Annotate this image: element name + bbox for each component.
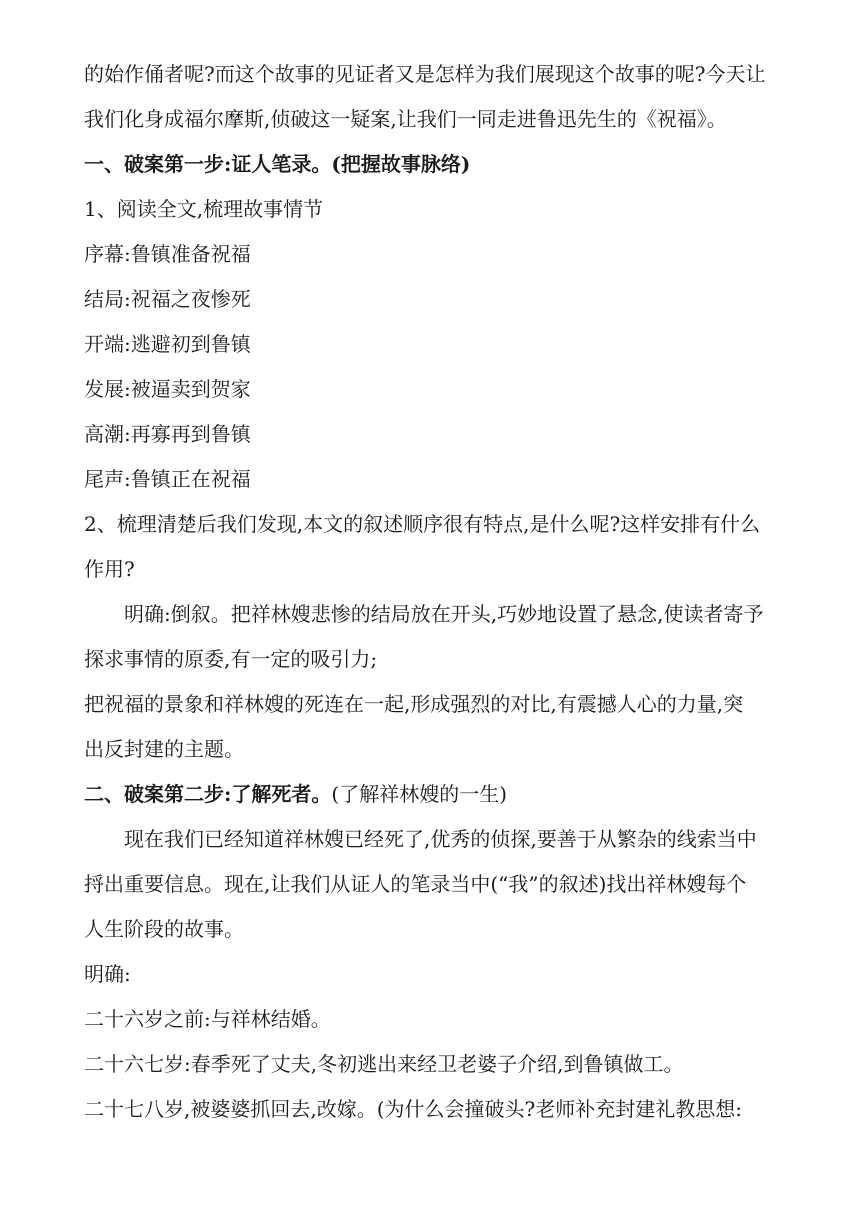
- life-stage-item: 二十七八岁,被婆婆抓回去,改嫁。(为什么会撞破头?老师补充封建礼教思想:: [84, 1097, 742, 1121]
- plot-item: 发展:被逼卖到贺家: [84, 377, 251, 401]
- task-2-line-2: 作用?: [84, 557, 135, 581]
- plot-item: 序幕:鲁镇准备祝福: [84, 242, 251, 266]
- section-1-heading: 一、破案第一步:证人笔录。(把握故事脉络): [84, 152, 471, 176]
- answer-line-3: 把祝福的景象和祥林嫂的死连在一起,形成强烈的对比,有震撼人心的力量,突: [84, 692, 744, 716]
- section-2-heading-bold: 二、破案第二步:了解死者。: [84, 782, 332, 806]
- clarify-label: 明确:: [84, 962, 131, 986]
- task-2-line-1: 2、梳理清楚后我们发现,本文的叙述顺序很有特点,是什么呢?这样安排有什么: [84, 512, 761, 536]
- life-stage-item: 二十六岁之前:与祥林结婚。: [84, 1007, 331, 1031]
- section-2-para-line-1: 现在我们已经知道祥林嫂已经死了,优秀的侦探,要善于从繁杂的线索当中: [124, 827, 757, 851]
- document-page: [84, 52, 784, 1132]
- intro-line-2: 我们化身成福尔摩斯,侦破这一疑案,让我们一同走进鲁迅先生的《祝福》。: [84, 107, 727, 131]
- intro-line-1: 的始作俑者呢?而这个故事的见证者又是怎样为我们展现这个故事的呢?今天让: [84, 62, 766, 86]
- plot-item: 尾声:鲁镇正在祝福: [84, 467, 251, 491]
- section-2-para-line-2: 捋出重要信息。现在,让我们从证人的笔录当中(“我”的叙述)找出祥林嫂每个: [84, 872, 747, 896]
- section-2-heading-note: (了解祥林嫂的一生): [331, 782, 507, 806]
- section-2-para-line-3: 人生阶段的故事。: [84, 917, 244, 941]
- answer-line-1: 明确:倒叙。把祥林嫂悲惨的结局放在开头,巧妙地设置了悬念,使读者寄予: [124, 602, 764, 626]
- plot-item: 开端:逃避初到鲁镇: [84, 332, 251, 356]
- life-stage-item: 二十六七岁:春季死了丈夫,冬初逃出来经卫老婆子介绍,到鲁镇做工。: [84, 1052, 684, 1076]
- answer-line-4: 出反封建的主题。: [84, 737, 244, 761]
- plot-item: 高潮:再寡再到鲁镇: [84, 422, 251, 446]
- answer-line-2: 探求事情的原委,有一定的吸引力;: [84, 647, 378, 671]
- section-2-heading: [84, 772, 784, 817]
- plot-item: 结局:祝福之夜惨死: [84, 287, 251, 311]
- task-1-text: 1、阅读全文,梳理故事情节: [84, 197, 324, 221]
